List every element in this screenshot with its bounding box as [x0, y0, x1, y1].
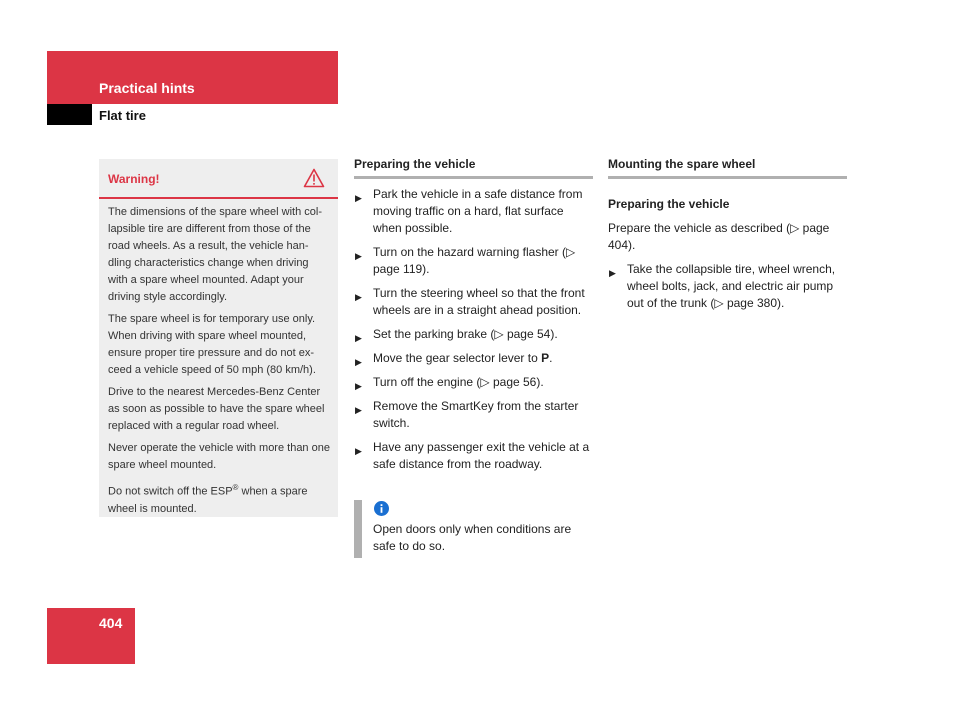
step-text: Park the vehicle in a safe distance from moving traffic on a hard, flat surface when possible. — [373, 187, 583, 235]
step-text: Turn the steering wheel so that the front wheels are in a straight ahead position. — [373, 286, 585, 317]
step-text-after: . — [549, 351, 553, 365]
list-item — [354, 186, 594, 237]
list-item — [354, 398, 594, 432]
warning-paragraph: Never operate the vehicle with more than one spare wheel mounted. — [108, 442, 330, 471]
preparing-steps-list — [354, 186, 594, 480]
esp-text-after: when a spare wheel is mounted. — [108, 485, 308, 515]
bullet-arrow-icon: ▶ — [609, 268, 616, 278]
subsection-title: Flat tire — [99, 108, 146, 123]
mounting-steps-list — [608, 261, 848, 319]
bullet-arrow-icon: ▶ — [355, 333, 362, 343]
step-text: Take the collapsible tire, wheel wrench, wheel bolts, jack, and electric air pump out of the trunk (▷ page 380). — [627, 262, 836, 310]
prepare-paragraph: Prepare the vehicle as described (▷ page 404). — [608, 221, 830, 252]
warning-box — [99, 159, 338, 517]
esp-text-before: Do not switch off the ESP — [108, 485, 233, 498]
subsection-marker — [47, 104, 92, 125]
list-item — [608, 261, 848, 312]
section-title: Practical hints — [99, 80, 195, 96]
bullet-arrow-icon: ▶ — [355, 446, 362, 456]
warning-paragraph-esp — [108, 479, 330, 518]
warning-triangle-icon — [303, 168, 325, 193]
step-text-before: Move the gear selector lever to — [373, 351, 542, 365]
preparing-vehicle-heading: Preparing the vehicle — [354, 157, 593, 179]
list-item — [354, 374, 594, 391]
bullet-arrow-icon: ▶ — [355, 292, 362, 302]
warning-paragraph: The dimensions of the spare wheel with col-lapsible tire are different from those of the road wheels. As a result, the vehicle han-dling characteristics change when driving with a spare wheel mounted. Adapt your driving style accordingly. — [108, 206, 322, 303]
list-item — [354, 439, 594, 473]
step-text: Have any passenger exit the vehicle at a safe distance from the roadway. — [373, 440, 590, 471]
list-item — [354, 244, 594, 278]
list-item — [354, 285, 594, 319]
info-note — [354, 500, 594, 558]
mounting-spare-wheel-heading: Mounting the spare wheel — [608, 157, 847, 179]
bullet-arrow-icon: ▶ — [355, 381, 362, 391]
bullet-arrow-icon: ▶ — [355, 251, 362, 261]
step-text: Turn on the hazard warning flasher (▷ page 119). — [373, 245, 576, 276]
section-header-band — [47, 51, 338, 104]
info-bar — [354, 500, 362, 558]
step-text: Set the parking brake (▷ page 54). — [373, 327, 558, 341]
preparing-vehicle-subheading: Preparing the vehicle — [608, 197, 730, 211]
registered-mark: ® — [232, 483, 239, 492]
bullet-arrow-icon: ▶ — [355, 405, 362, 415]
step-text: Turn off the engine (▷ page 56). — [373, 375, 544, 389]
warning-paragraph: Drive to the nearest Mercedes-Benz Center as soon as possible to have the spare wheel replaced with a regular road wheel. — [108, 386, 325, 432]
warning-paragraph: The spare wheel is for temporary use only. When driving with spare wheel mounted, ensure proper tire pressure and do not ex-ceed a vehicle speed of 50 mph (80 km/h). — [108, 313, 316, 376]
warning-label: Warning! — [108, 172, 160, 186]
info-text: Open doors only when conditions are safe to do so. — [373, 522, 572, 553]
bullet-arrow-icon: ▶ — [355, 357, 362, 367]
bullet-arrow-icon: ▶ — [355, 193, 362, 203]
warning-header — [99, 159, 338, 199]
gear-position-p: P — [541, 351, 550, 365]
page-number: 404 — [99, 615, 123, 631]
info-icon — [374, 501, 389, 521]
list-item — [354, 350, 594, 367]
step-text: Remove the SmartKey from the starter switch. — [373, 399, 579, 430]
list-item — [354, 326, 594, 343]
warning-body — [99, 199, 338, 518]
